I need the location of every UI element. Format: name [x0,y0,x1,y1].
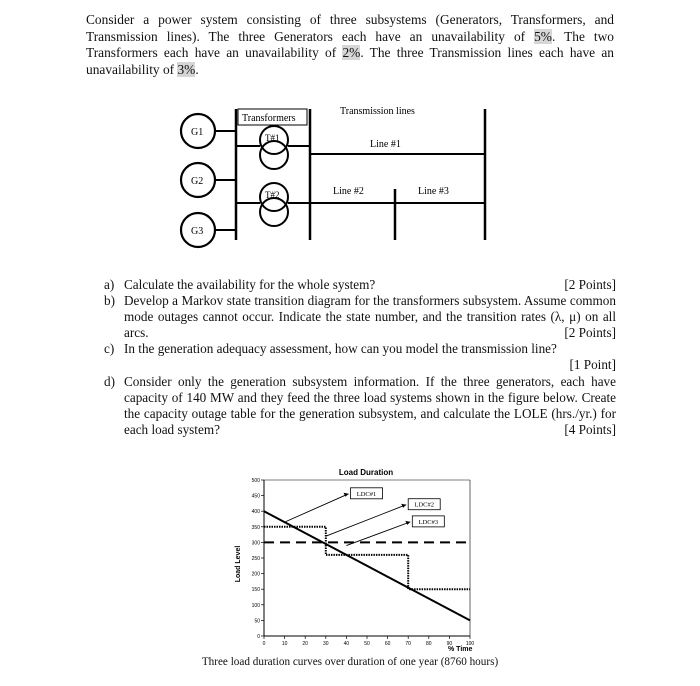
x-tick-label: 70 [405,641,411,647]
x-tick-label: 60 [384,641,391,647]
y-tick-label: 50 [254,618,260,625]
x-tick-label: 10 [281,641,288,647]
question-c-points: [1 Point] [569,357,616,373]
question-c [104,341,616,373]
system-diagram [170,100,500,250]
t2-label: T#2 [265,190,280,200]
ldc-arrow [285,494,349,522]
y-tick-label: 300 [251,540,260,547]
question-b-points: [2 Points] [564,325,616,341]
question-b-text: Develop a Markov state transition diagram for the transformers subsystem. Assume common mode outages cannot occur. Indicate the state number, and the transition rates (λ, μ) on all arcs. [124,293,616,341]
x-tick-label: 100 [465,641,475,647]
y-tick-label: 150 [251,587,260,594]
line-2-label: Line #2 [333,186,364,197]
y-tick-label: 250 [251,556,260,562]
series-ldc2 [264,527,470,589]
chart-ylabel: Load Level [235,545,242,583]
y-tick-label: 500 [251,478,260,484]
question-a-label: a) [104,277,115,292]
x-tick-label: 40 [343,641,350,647]
x-tick-label: 80 [426,641,432,647]
g2-label: G2 [191,176,204,187]
x-tick-label: 20 [302,641,308,647]
intro-text-3: . The three Transmission lines each have an unavailability of [86,45,614,77]
x-tick-label: 90 [446,641,453,647]
line-1-label: Line #1 [370,139,401,150]
question-d [104,374,616,438]
y-tick-label: 100 [251,602,260,609]
generator-unavailability: 5% [534,28,552,44]
y-tick-label: 350 [251,524,260,531]
chart-title: Load Duration [338,468,394,477]
x-tick-label: 0 [262,641,266,647]
ldc-label: LDC#1 [356,490,377,498]
question-c-text: In the generation adequacy assessment, how can you model the transmission line? [124,341,557,357]
y-tick-label: 450 [251,493,260,500]
t1-label: T#1 [265,133,280,143]
question-d-points: [4 Points] [564,421,616,437]
g3-label: G3 [191,226,204,237]
g1-label: G1 [191,127,204,138]
questions-list [104,277,616,438]
intro-text-2: . The two Transformers each have an unavailability of [86,28,614,61]
question-b-label: b) [104,293,115,309]
ldc-arrowhead [344,493,349,497]
y-tick-label: 200 [251,571,260,578]
line-3-label: Line #3 [418,186,449,197]
ldc-label: LDC#2 [414,501,434,509]
transformer-unavailability: 2% [342,45,361,61]
ldc-arrowhead [405,521,410,525]
line-unavailability: 3% [177,61,196,77]
chart-xlabel: % Time [448,646,473,652]
x-tick-label: 50 [364,641,370,647]
question-a-points: [2 Points] [564,277,616,292]
load-duration-chart [228,466,488,652]
question-b [104,293,616,341]
chart-series [264,511,470,620]
ldc-arrowhead [401,504,406,508]
chart-annotations [285,488,445,546]
intro-text-4: . [195,61,199,77]
intro-text-1: Consider a power system consisting of three subsystems (Generators, Transformers, and Transmission lines). The three Generators each have an unavailability of [86,12,614,44]
question-a [104,277,616,293]
intro-paragraph [86,12,614,78]
transmission-lines-label: Transmission lines [340,106,415,117]
x-tick-label: 30 [323,641,329,647]
y-tick-label: 400 [251,509,260,516]
question-c-label: c) [104,341,115,357]
question-d-text: Consider only the generation subsystem information. If the three generators, each have capacity of 140 MW and they feed the three load systems shown in the figure below. Create the capacity outage table for the generation subsystem, and calculate the LOLE (hrs./yr.) for each load system? [124,373,616,437]
ldc-arrow [326,505,406,536]
ldc-label: LDC#3 [418,518,439,526]
chart-caption: Three load duration curves over duration of one year (8760 hours) [201,656,499,668]
question-a-text: Calculate the availability for the whole system? [124,277,376,292]
question-d-label: d) [104,373,115,389]
y-tick-label: 0 [257,634,260,640]
chart-ticks [252,478,475,647]
transformers-label: Transformers [242,113,296,124]
